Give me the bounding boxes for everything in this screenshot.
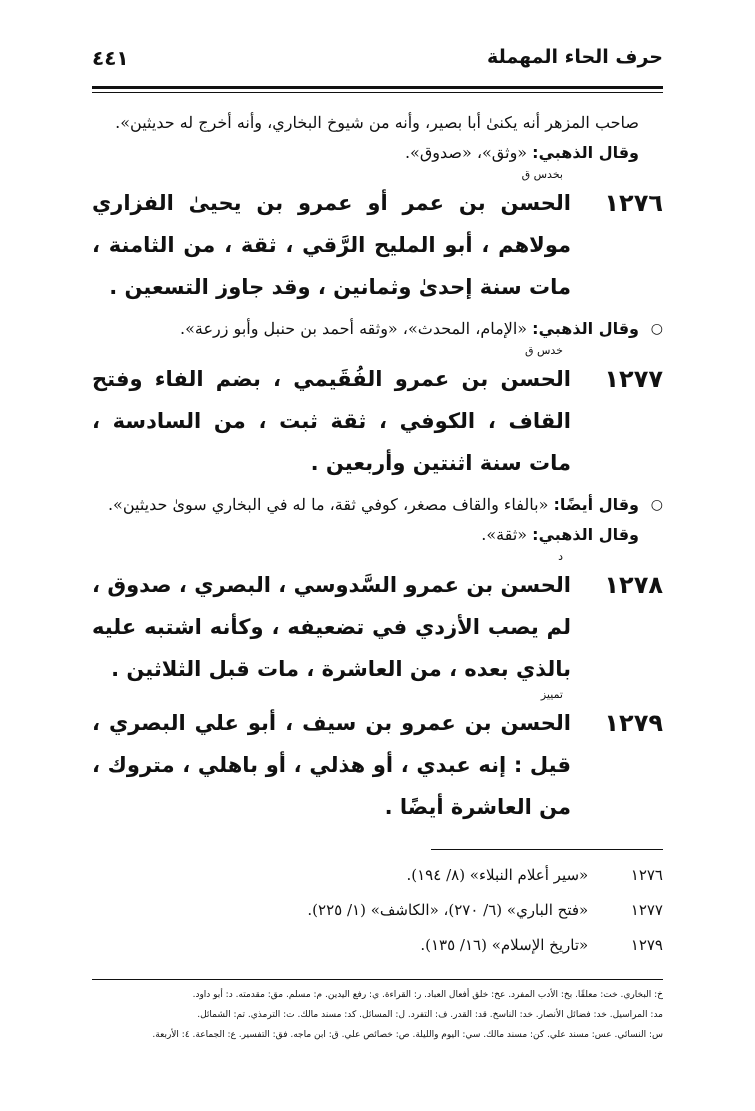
- entry-body: بن عمرو بن سيف ، أبو علي البصري ، قيل : إنه عبدي ، أو هذلي ، أو باهلي ، متروك ، من العاشرة أيضًا .: [92, 711, 571, 819]
- entry-name: الحسن: [500, 191, 571, 215]
- footnote-rule: [431, 849, 663, 850]
- entry-number: ١٢٧٨: [604, 571, 663, 599]
- running-title: حرف الحاء المهملة: [487, 46, 663, 68]
- abbreviations-line: س: النسائي. عس: مسند علي. كن: مسند مالك. سي: اليوم والليلة. ص: خصائص علي. ق: ابن ماجه. فق: التفسير. ع: الجماعة. ٤: الأربعة.: [152, 1030, 663, 1040]
- entry-codes: خدس ق: [524, 344, 563, 357]
- entry-codes: د: [558, 550, 563, 563]
- footnote-item: [92, 893, 663, 928]
- footnotes: [92, 858, 663, 963]
- entry-1278: [92, 550, 663, 690]
- footnote-item: [92, 928, 663, 963]
- note-label: وقال الذهبي:: [532, 319, 639, 338]
- entry-text: [92, 358, 571, 484]
- entry-body: بن عمرو السَّدوسي ، البصري ، صدوق ، لم يصب الأزدي في تضعيفه ، وكأنه اشتبه عليه بالذي بعده ، من العاشرة ، مات قبل الثلاثين .: [92, 573, 571, 681]
- circle-bullet-icon: ○: [650, 497, 663, 513]
- header-rule-thick: [92, 86, 663, 89]
- dhahabi-label: وقال الذهبي:: [532, 143, 639, 162]
- entry-text: [92, 702, 571, 828]
- footnote-number: ١٢٧٧: [630, 901, 663, 919]
- entry-number: ١٢٧٧: [604, 365, 663, 393]
- page-header: [92, 46, 663, 80]
- footnote-text: «سير أعلام النبلاء» (٨/ ١٩٤).: [406, 866, 589, 884]
- entry-1277-note: [92, 490, 663, 520]
- entry-number: ١٢٧٦: [604, 189, 663, 217]
- entry-name: الحسن: [500, 367, 571, 391]
- intro-dhahabi: [92, 138, 663, 168]
- note-text: «بالفاء والقاف مصغر، كوفي ثقة، ما له في البخاري سوىٰ حديثين».: [107, 495, 549, 514]
- abbreviations-key: [92, 985, 663, 1045]
- abbreviations-line: مد: المراسيل. خد: فضائل الأنصار. خد: الناسخ. قد: القدر. ف: التفرد. ل: المسائل. كد: مسند مالك. ت: الترمذي. تم: الشمائل.: [197, 1010, 663, 1020]
- header-rule-thin: [92, 92, 663, 93]
- note-label: وقال أيضًا:: [553, 495, 639, 514]
- footnote-text: «تاريخ الإسلام» (١٦/ ١٣٥).: [420, 936, 589, 954]
- abbreviations-rule: [92, 979, 663, 980]
- note-text: «ثقة».: [481, 525, 528, 544]
- entry-codes: تمييز: [540, 688, 563, 701]
- note-label: وقال الذهبي:: [532, 525, 639, 544]
- dhahabi-text: «وثق»، «صدوق».: [404, 143, 528, 162]
- note-text: «الإمام، المحدث»، «وثقه أحمد بن حنبل وأبو زرعة».: [180, 319, 528, 338]
- footnote-number: ١٢٧٦: [630, 866, 663, 884]
- entry-1279: [92, 688, 663, 828]
- entry-body: بن عمر أو عمرو بن يحيىٰ الفزاري مولاهم ، أبو المليح الرَّقي ، ثقة ، من الثامنة ، مات سنة إحدىٰ وثمانين ، وقد جاوز التسعين .: [92, 191, 571, 299]
- page-body: [92, 108, 663, 828]
- footnote-item: [92, 858, 663, 893]
- entry-name: الحسن: [500, 711, 571, 735]
- entry-1277-note-2: [92, 520, 663, 550]
- abbreviations-line: خ: البخاري. خت: معلقًا. بخ: الأدب المفرد. عخ: خلق أفعال العباد. ر: القراءة. ي: رفع اليدين. م: مسلم. مق: مقدمته. د: أبو داود.: [192, 990, 663, 1000]
- footnote-number: ١٢٧٩: [630, 936, 663, 954]
- circle-bullet-icon: ○: [650, 321, 663, 337]
- entry-body: بن عمرو الفُقَيمي ، بضم الفاء وفتح القاف ، الكوفي ، ثقة ثبت ، من السادسة ، مات سنة اثنتين وأربعين .: [92, 367, 571, 475]
- entry-1277: [92, 344, 663, 484]
- entry-1276: [92, 168, 663, 308]
- entry-text: [92, 564, 571, 690]
- page-number: ٤٤١: [92, 46, 129, 70]
- entry-name: الحسن: [500, 573, 571, 597]
- entry-1276-note: [92, 314, 663, 344]
- footnote-text: «فتح الباري» (٦/ ٢٧٠)، «الكاشف» (١/ ٢٢٥).: [307, 901, 589, 919]
- entry-codes: بخدس ق: [521, 168, 563, 181]
- intro-paragraph: صاحب المزهر أنه يكنىٰ أبا بصير، وأنه من شيوخ البخاري، وأنه أخرج له حديثين».: [115, 113, 639, 132]
- entry-number: ١٢٧٩: [604, 709, 663, 737]
- entry-text: [92, 182, 571, 308]
